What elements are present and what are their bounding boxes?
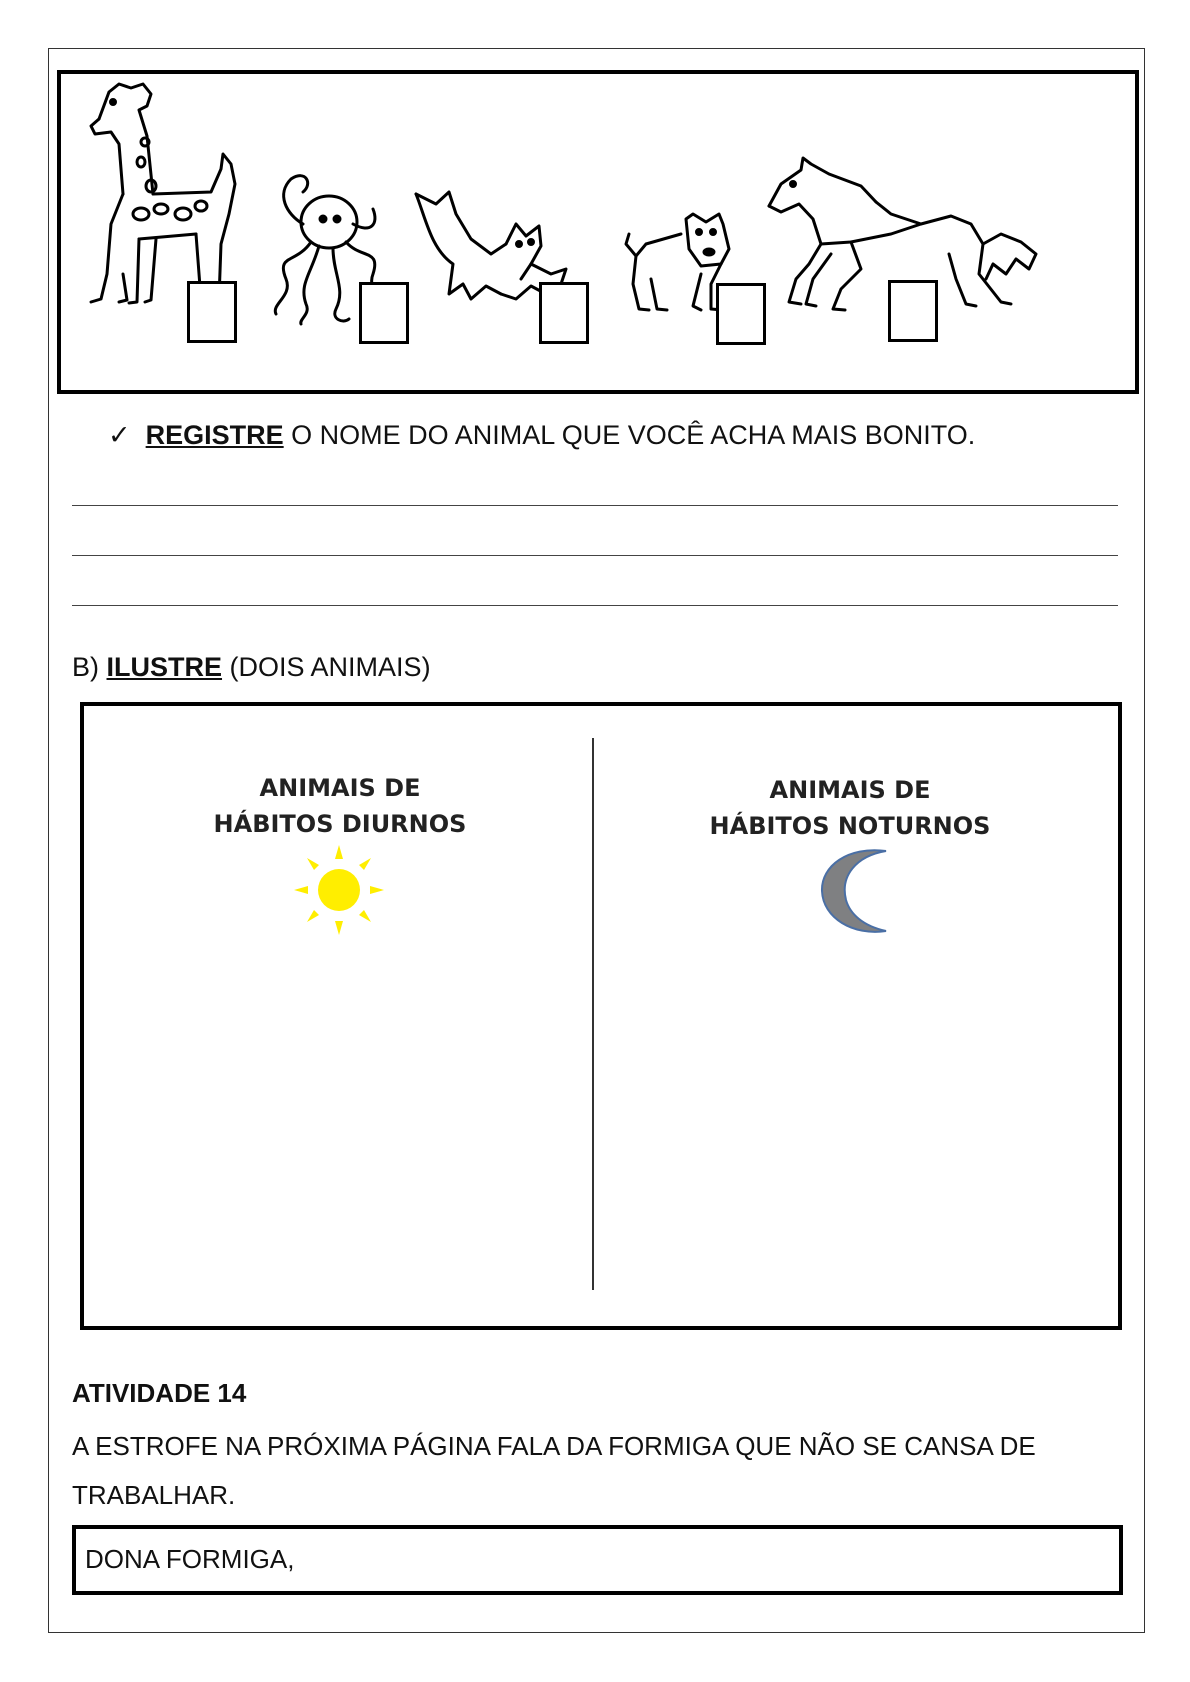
animal-checkbox-2[interactable] [359, 282, 409, 344]
animal-checkbox-5[interactable] [888, 280, 938, 342]
animal-checkbox-3[interactable] [539, 282, 589, 344]
dog-icon [626, 214, 729, 310]
verse-text: DONA FORMIGA, [85, 1544, 295, 1574]
section-b-prefix: B) [72, 652, 107, 682]
nocturnal-title: ANIMAIS DE HÁBITOS NOTURNOS [709, 776, 991, 840]
sun-icon [294, 845, 384, 935]
answer-line-2[interactable] [72, 555, 1118, 556]
instruction [108, 420, 975, 451]
moon-icon [818, 848, 898, 934]
section-b-suffix: (DOIS ANIMAIS) [222, 652, 431, 682]
instruction-text: O NOME DO ANIMAL QUE VOCÊ ACHA MAIS BONITO. [283, 420, 976, 450]
diurnal-title: ANIMAIS DE HÁBITOS DIURNOS [213, 774, 467, 838]
animal-checkbox-1[interactable] [187, 281, 237, 343]
section-b-heading [72, 652, 431, 683]
activity-title: ATIVIDADE 14 [72, 1378, 247, 1408]
answer-line-1[interactable] [72, 505, 1118, 506]
instruction-keyword: REGISTRE [145, 420, 284, 450]
check-mark-icon: ✓ [108, 420, 131, 450]
drawing-divider [592, 738, 594, 1290]
giraffe-icon [91, 84, 235, 303]
animal-checkbox-4[interactable] [716, 283, 766, 345]
section-b-keyword: ILUSTRE [106, 652, 223, 682]
answer-line-3[interactable] [72, 605, 1118, 606]
activity-text: A ESTROFE NA PRÓXIMA PÁGINA FALA DA FORMIGA QUE NÃO SE CANSA DE TRABALHAR. [72, 1431, 1036, 1510]
animals-panel [57, 70, 1139, 394]
